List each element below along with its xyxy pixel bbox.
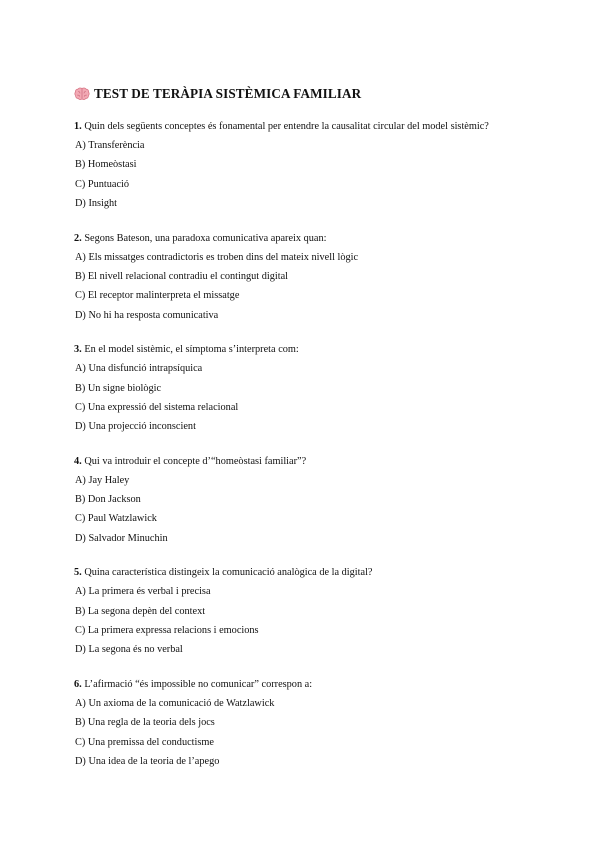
- option-d: D) Una projecció inconscient: [75, 421, 196, 433]
- option-d: D) La segona és no verbal: [75, 644, 183, 656]
- title-text: TEST DE TERÀPIA SISTÈMICA FAMILIAR: [94, 86, 362, 101]
- option-c: C) Una expressió del sistema relacional: [75, 401, 239, 413]
- question-number: 5.: [74, 567, 82, 579]
- option-c: C) La primera expressa relacions i emocions: [75, 625, 259, 637]
- document-page: [74, 84, 574, 789]
- option-d: D) Salvador Minuchin: [75, 532, 168, 544]
- option-a: A) Un axioma de la comunicació de Watzlawick: [75, 697, 275, 709]
- option-b: B) La segona depèn del context: [75, 605, 206, 617]
- option-b: B) Un signe biològic: [75, 382, 162, 394]
- question-number: 4.: [74, 455, 82, 467]
- page-title: [74, 84, 574, 104]
- option-b: B) Homeòstasi: [75, 159, 137, 171]
- option-a: A) La primera és verbal i precisa: [75, 586, 211, 598]
- option-b: B) Una regla de la teoria dels jocs: [75, 717, 215, 729]
- question-6: [74, 678, 574, 775]
- question-text: En el model sistèmic, el símptoma s’interpreta com:: [84, 344, 299, 356]
- question-text: Quin dels següents conceptes és fonamental per entendre la causalitat circular del model sistèmic?: [84, 121, 489, 132]
- option-a: A) Transferència: [75, 140, 145, 151]
- option-c: C) Paul Watzlawick: [75, 513, 157, 525]
- question-2: [74, 232, 574, 329]
- option-a: A) Els missatges contradictoris es troben dins del mateix nivell lògic: [75, 251, 359, 263]
- question-number: 1.: [74, 121, 82, 132]
- question-number: 3.: [74, 344, 82, 356]
- brain-icon: [74, 87, 90, 101]
- option-a: A) Una disfunció intrapsíquica: [75, 363, 203, 375]
- question-text: L’afirmació “és impossible no comunicar” correspon a:: [84, 678, 313, 690]
- option-c: C) Puntuació: [75, 178, 130, 190]
- question-number: 2.: [74, 232, 82, 244]
- option-d: D) No hi ha resposta comunicativa: [75, 309, 219, 321]
- option-d: D) Insight: [75, 198, 118, 210]
- option-c: C) El receptor malinterpreta el missatge: [75, 290, 240, 302]
- option-a: A) Jay Haley: [75, 474, 130, 486]
- question-3: [74, 343, 574, 440]
- option-b: B) El nivell relacional contradiu el contingut digital: [75, 270, 289, 282]
- question-4: [74, 455, 574, 552]
- question-text: Segons Bateson, una paradoxa comunicativa apareix quan:: [84, 232, 327, 244]
- option-d: D) Una idea de la teoria de l’apego: [75, 755, 220, 767]
- question-text: Quina característica distingeix la comunicació analògica de la digital?: [84, 567, 373, 579]
- question-1: [74, 120, 574, 217]
- question-5: [74, 566, 574, 663]
- option-c: C) Una premissa del conductisme: [75, 736, 214, 748]
- option-b: B) Don Jackson: [75, 494, 141, 506]
- question-text: Qui va introduir el concepte d’“homeòstasi familiar”?: [84, 455, 307, 467]
- question-number: 6.: [74, 678, 82, 690]
